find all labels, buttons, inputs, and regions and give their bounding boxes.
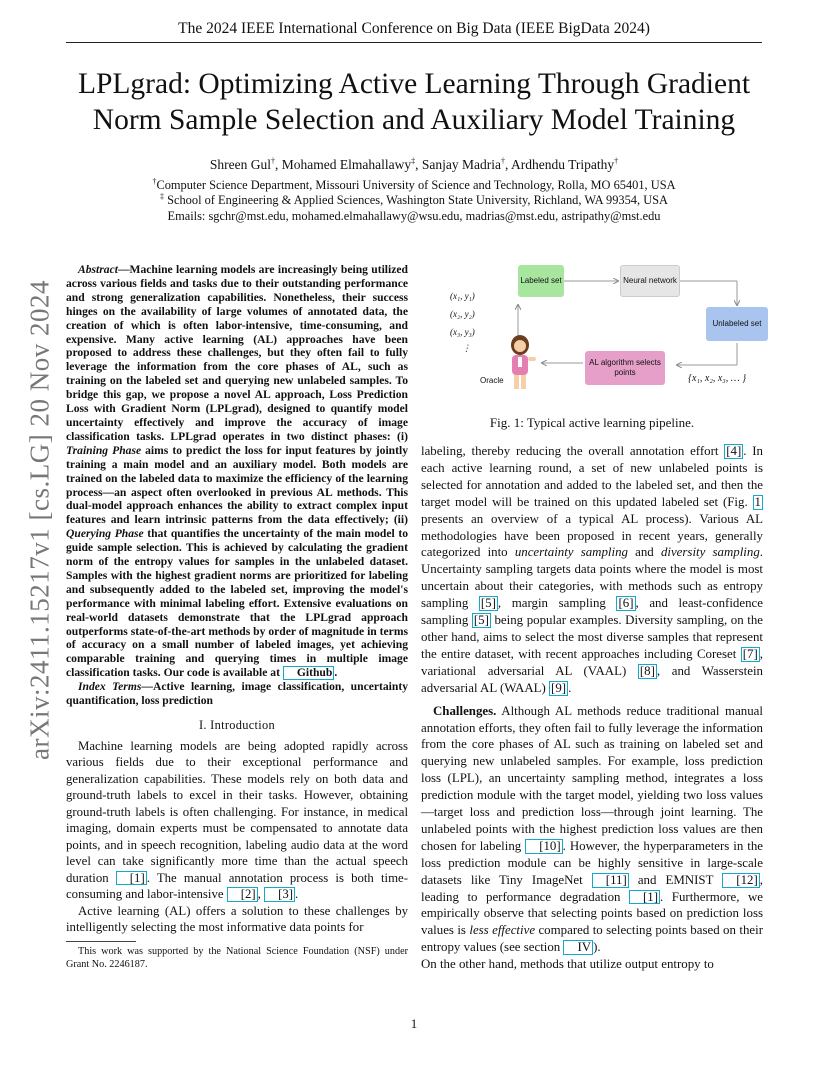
author-mark: †	[271, 156, 275, 166]
pair-3-label: (x₃, y₃)	[450, 327, 475, 337]
abstract	[66, 263, 408, 680]
author-name: Shreen Gul	[209, 157, 271, 172]
author-list: Shreen Gul†, Mohamed Elmahallawy‡, Sanjay Madria†, Ardhendu Tripathy†	[209, 156, 619, 172]
affiliation-mark: †	[152, 176, 157, 186]
figure-al-pipeline	[440, 255, 770, 395]
body-text: .	[568, 680, 572, 695]
abstract-label: Abstract	[78, 263, 118, 276]
left-column	[66, 263, 408, 936]
citation-link[interactable]: [1]	[629, 890, 660, 905]
citation-link[interactable]: [2]	[227, 887, 258, 902]
title-line-1: LPLgrad: Optimizing Active Learning Through Gradient	[77, 68, 751, 100]
affiliation-1	[66, 178, 762, 193]
pair-1-label: (x₁, y₁)	[450, 291, 475, 301]
author-mark: †	[614, 156, 619, 166]
challenges-label: Challenges.	[433, 703, 497, 718]
citation-link[interactable]: [12]	[722, 873, 759, 888]
body-text: , and least-confidence sampling	[421, 596, 763, 628]
author-name: Sanjay Madria	[421, 157, 501, 172]
citation-link[interactable]: [7]	[742, 646, 758, 661]
footnote: This work was supported by the National Science Foundation (NSF) under Grant No. 2246187.	[66, 946, 408, 970]
body-text: . Uncertainty sampling targets data points where the model is most uncertain about their categories, with methods such as entropy sampling	[421, 545, 764, 611]
body-text: and EMNIST	[628, 872, 723, 887]
oracle-label: Oracle	[480, 376, 504, 385]
pair-2-label: (x₂, y₂)	[450, 309, 475, 319]
affiliation-mark: ‡	[160, 191, 164, 201]
figure-caption: Fig. 1: Typical active learning pipeline.	[489, 415, 695, 430]
intro-paragraph-2: Active learning (AL) offers a solution to these challenges by intelligently selecting the most informative data points for	[66, 903, 408, 934]
page-number: 1	[410, 1016, 418, 1031]
title-line-2: Norm Sample Selection and Auxiliary Model Training	[92, 104, 736, 136]
arxiv-stamp-text: arXiv:2411.15217v1 [cs.LG] 20 Nov 2024	[24, 280, 55, 760]
right-column	[421, 443, 763, 973]
intro-paragraph-1	[66, 738, 408, 903]
citation-link[interactable]: [5]	[480, 596, 496, 611]
right-paragraph-1	[421, 443, 763, 697]
citation-link[interactable]: [8]	[639, 663, 655, 678]
citation-link[interactable]: [11]	[592, 873, 629, 888]
index-terms-text: —Active learning, image classification, uncertainty quantification, loss prediction	[66, 680, 408, 708]
body-text: . However, the hyperparameters in the loss prediction module can be highly sensitive in large-scale datasets like Tiny ImageNet	[421, 838, 763, 887]
oracle-icon	[504, 335, 540, 391]
author-mark: ‡	[411, 156, 416, 166]
neural-network-box: Neural network	[620, 265, 680, 297]
body-text: . The manual annotation process is both time-consuming and labor-intensive	[66, 870, 408, 901]
body-text: ,	[257, 887, 265, 901]
citation-link[interactable]: [3]	[264, 887, 295, 902]
body-text: .	[295, 887, 299, 901]
affiliation-2-text: School of Engineering & Applied Sciences, Washington State University, Richland, WA 99354, USA	[164, 193, 668, 207]
right-paragraph-3: On the other hand, methods that utilize output entropy to	[421, 957, 714, 972]
citation-link[interactable]: [10]	[525, 839, 562, 854]
body-text: Although AL methods reduce traditional manual annotation efforts, they often fail to fully leverage the information from the core phases of AL such as training on labeled set and querying new unlabeled samples. For example, loss prediction loss (LPL), an uncertainty sampling method, integrates a loss prediction module with the target model, yielding two loss values—target loss and prediction loss—through joint learning. The unlabeled points with the highest prediction loss values are then chosen for labeling	[421, 703, 763, 853]
github-link[interactable]: Github	[283, 666, 334, 680]
citation-link[interactable]: [5]	[473, 613, 489, 628]
body-text: , margin sampling	[497, 596, 617, 611]
body-text: , variational adversarial AL (VAAL)	[421, 646, 763, 678]
conference-header: The 2024 IEEE International Conference on Big Data (IEEE BigData 2024)	[66, 20, 762, 43]
paper-title	[66, 66, 762, 138]
abstract-text: that quantifies the uncertainty of the main model to guide sample selection. This is achieved by calculating the gradient norm of the entropy values for samples in the unlabeled dataset. Samples with the highest gradient norms are prioritized for labeling and subsequently added to the labeled set, improving the model's performance with minimal labeling effort. Extensive evaluations on real-world datasets demonstrate that the LPLgrad approach outperforms state-of-the-art methods by order of magnitude in terms of accuracy on a small number of labeled images, yet achieving comparable training and querying times in multiple image classification tasks. Our code is available at	[66, 527, 408, 680]
section-heading-introduction: I. Introduction	[198, 718, 276, 732]
arxiv-stamp	[22, 280, 58, 760]
author-name: Ardhendu Tripathy	[510, 157, 615, 172]
right-paragraph-2	[421, 703, 763, 957]
author-emails: Emails: sgchr@mst.edu, mohamed.elmahallawy@wsu.edu, madrias@mst.edu, astripathy@mst.edu	[167, 209, 661, 223]
body-text: , and Wasserstein adversarial AL (WAAL)	[421, 663, 763, 695]
citation-link[interactable]: [6]	[618, 596, 634, 611]
term-diversity-sampling: diversity sampling	[660, 545, 760, 560]
index-terms	[66, 680, 408, 708]
body-text: compared to selecting points based on their entropy values (see section	[421, 923, 763, 955]
body-text: . Furthermore, we empirically observe that selecting points based on prediction loss values is	[421, 889, 763, 938]
citation-link[interactable]: [1]	[116, 871, 147, 886]
al-select-box: AL algorithm selects points	[585, 351, 665, 385]
citation-link[interactable]: [9]	[551, 680, 567, 695]
abstract-querying-phase: Querying Phase	[66, 527, 144, 541]
section-link[interactable]: IV	[563, 940, 593, 955]
body-text: presents an overview of a typical AL process). Various AL methodologies have been proposed in recent years, generally categorized into	[421, 511, 763, 560]
citation-link[interactable]: [4]	[726, 444, 742, 458]
body-text: being popular examples. Diversity sampling, on the other hand, aims to select the most diverse samples that represent the entire dataset, with recent approaches including Coreset	[421, 613, 763, 661]
abstract-text: aims to predict the loss for input features by jointly training a main model and an auxiliary model. Both models are trained on the labeled data to maximize the efficiency of the learning process—an aspect often overlooked in previous AL methods. This dual-model approach enhances the ability to extract complex input features and learn intrinsic patterns from the data effectively; (ii)	[66, 443, 408, 527]
term-less-effective: less effective	[469, 923, 536, 938]
body-text: and	[627, 545, 661, 560]
abstract-text: —Machine learning models are increasingly being utilized across various fields and tasks due to their outstanding performance and strong generalization capabilities. Nonetheless, their success hinges on the availability of large volumes of annotated data, the creation of which is often labor-intensive, time-consuming, and expensive. Many active learning (AL) approaches have been proposed to address these challenges, but they often fail to fully leverage the information from the core phases of AL, such as training on the labeled set and querying new unlabeled samples. To bridge this gap, we propose a novel AL approach, Loss Prediction Loss with Gradient Norm (LPLgrad), designed to quantify model uncertainty effectively and improve the accuracy of image classification tasks. LPLgrad operates in two distinct phases: (i)	[66, 263, 408, 443]
abstract-text: .	[334, 666, 338, 680]
affiliation-1-text: Computer Science Department, Missouri University of Science and Technology, Rolla, MO 65401, USA	[156, 178, 676, 192]
body-text: Machine learning models are being adopted rapidly across various fields due to their exceptional performance and generalization capabilities. These models rely on both data and ground-truth labels to excel in their tasks. However, obtaining ground-truth labels is often challenging. For instance, in medical imaging, domain experts must be compensated to annotate data points, and in speech recognition, labeling audio data at the word level can take significantly more time than the actual speech duration	[66, 738, 408, 885]
unlabeled-set-box: Unlabeled set	[706, 307, 768, 341]
body-text: labeling, thereby reducing the overall annotation effort	[421, 444, 725, 458]
author-mark: †	[500, 156, 505, 166]
footnote-rule	[66, 941, 136, 942]
abstract-training-phase: Training Phase	[66, 443, 142, 457]
body-text: . In each active learning round, a set of new unlabeled points is selected for annotation and added to the labeled set, and then the target model will be trained on this updated labeled set (Fig.	[421, 444, 763, 509]
figure-link[interactable]: 1	[754, 494, 761, 509]
pair-ellipsis: ⋮	[462, 343, 471, 353]
term-uncertainty-sampling: uncertainty sampling	[514, 545, 628, 560]
labeled-set-box: Labeled set	[518, 265, 564, 297]
affiliation-2	[66, 193, 762, 208]
author-name: Mohamed Elmahallawy	[281, 157, 412, 172]
index-terms-label: Index Terms	[78, 680, 142, 694]
unlabeled-set-notation: {x₁, x₂, x₃, … }	[688, 373, 747, 384]
body-text: ).	[593, 940, 601, 955]
body-text: , leading to performance degradation	[421, 872, 764, 904]
